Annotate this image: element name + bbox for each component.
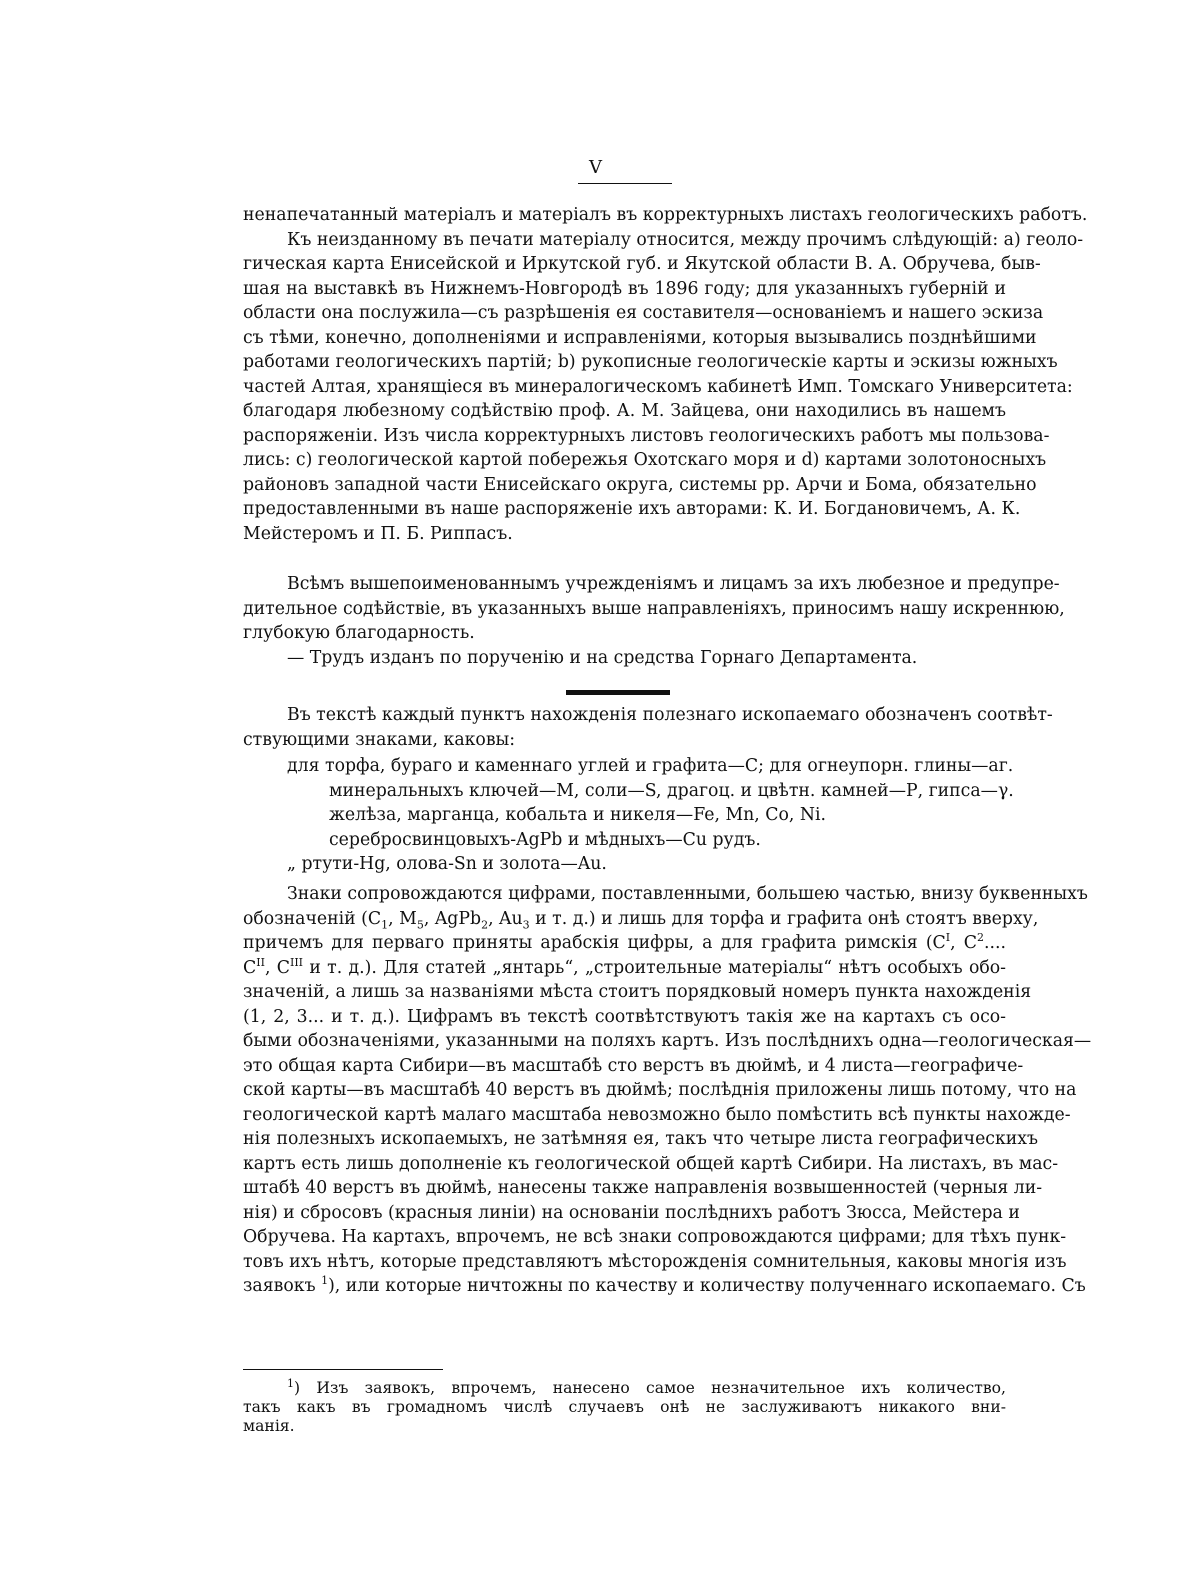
text-line: распоряженіи. Изъ числа корректурныхъ листовъ геологическихъ работъ мы пользова- (243, 425, 1050, 446)
footnote-line: манія. (243, 1417, 295, 1435)
text-line: Къ неизданному въ печати матеріалу относится, между прочимъ слѣдующій: а) геоло- (287, 229, 1084, 250)
publication-note: — Трудъ изданъ по порученію и на средства Горнаго Департамента. (287, 647, 918, 668)
footnote-rule (243, 1369, 443, 1370)
paragraph-thanks (243, 572, 1065, 670)
text-line: области она послужила—съ разрѣшенія ея составителя—основаніемъ и нашего эскиза (243, 303, 1044, 323)
text-line: причемъ для перваго приняты арабскія цифры, а для графита римскія ($C^I$, $C^2$.... (243, 931, 1007, 953)
paragraph-legend-intro (243, 703, 1053, 752)
text-line: (1, 2, 3... и т. д.). Цифрамъ въ текстѣ соотвѣтствуютъ такія же на картахъ съ осо- (243, 1006, 1006, 1027)
text-line: работами геологическихъ партій; b) рукописные геологическіе карты и эскизы южныхъ (243, 352, 1058, 372)
text-line: обозначеній ($C_1$, $M_5$, AgPb$_2$, $Au_3$ и т. д.) и лишь для торфа и графита онѣ стоятъ вверху, (243, 908, 1039, 931)
text-line: товъ ихъ нѣтъ, которые представляютъ мѣсторожденія сомнительныя, каковы многія изъ (243, 1251, 1067, 1272)
paragraph-maps (243, 882, 1092, 1299)
text-line: Знаки сопровождаются цифрами, поставленными, большею частью, внизу буквенныхъ (287, 884, 1088, 904)
text-line: глубокую благодарность. (243, 623, 475, 643)
text-line: значеній, а лишь за названіями мѣста стоитъ порядковый номеръ пункта нахожденія (243, 982, 1032, 1002)
legend-line: минеральныхъ ключей—М, соли—S, драгоц. и цвѣтн. камней—Р, гипса—γ. (329, 780, 1014, 801)
text-line: это общая карта Сибири—въ масштабѣ сто верстъ въ дюймѣ, и 4 листа—географиче- (243, 1055, 1024, 1076)
text-line: лись: с) геологической картой побережья Охотскаго моря и d) картами золотоносныхъ (243, 450, 1047, 470)
text-line: Обручева. На картахъ, впрочемъ, не всѣ знаки сопровождаются цифрами; для тѣхъ пунк- (243, 1227, 1067, 1247)
text-line: $C^{II}$, $C^{III}$ и т. д.). Для статей „янтарь“, „строительные матеріалы“ нѣтъ особыхъ обо- (243, 955, 1006, 978)
footnote (243, 1376, 1006, 1436)
section-separator (566, 690, 670, 695)
text-line: ствующими знаками, каковы: (243, 729, 516, 750)
text-line: Всѣмъ вышепоименованнымъ учрежденіямъ и лицамъ за ихъ любезное и предупре- (287, 574, 1060, 594)
footnote-reference: 1 (321, 1274, 329, 1288)
footnote-line: такъ какъ въ громадномъ числѣ случаевъ онѣ не заслуживаютъ никакого вни- (243, 1398, 1006, 1416)
text-line: заявокъ $^1$), или которые ничтожны по качеству и количеству полученнаго ископаемаго. Съ (243, 1274, 1086, 1296)
page-number: V (589, 157, 602, 178)
text-line: геологической картѣ малаго масштаба невозможно было помѣстить всѣ пункты нахожде- (243, 1104, 1071, 1125)
text-line: гическая карта Енисейской и Иркутской губ. и Якутской области В. А. Обручева, быв- (243, 254, 1041, 274)
text-line: Въ текстѣ каждый пунктъ нахожденія полезнаго ископаемаго обозначенъ соотвѣт- (287, 705, 1053, 725)
text-line: предоставленными въ наше распоряженіе ихъ авторами: К. И. Богдановичемъ, А. К. (243, 499, 1021, 519)
text-line: картъ есть лишь дополненіе къ геологической общей картѣ Сибири. На листахъ, въ мас- (243, 1153, 1059, 1174)
legend-line: для торфа, бураго и каменнаго углей и графита—С; для огнеупорн. глины—аг. (287, 756, 1014, 776)
text-line: нія полезныхъ ископаемыхъ, не затѣмняя ея, такъ что четыре листа географическихъ (243, 1129, 1039, 1149)
text-line: быми обозначеніями, указанными на поляхъ картъ. Изъ послѣднихъ одна—геологическая— (243, 1031, 1092, 1051)
legend-line: желѣза, марганца, кобальта и никеля—Fe, Mn, Co, Ni. (329, 805, 827, 825)
text-line: районовъ западной части Енисейскаго округа, системы рр. Арчи и Бома, обязательно (243, 474, 1037, 495)
legend-line: „ ртути-Hg, олова-Sn и золота—Au. (287, 854, 607, 874)
text-line: штабѣ 40 верстъ въ дюймѣ, нанесены также направленія возвышенностей (черныя ли- (243, 1178, 1043, 1198)
text-line: нія) и сбросовъ (красныя линіи) на основаніи послѣднихъ работъ Зюсса, Мейстера и (243, 1202, 1020, 1223)
footnote-mark: 1 (287, 1376, 294, 1390)
text-line: ненапечатанный матеріалъ и матеріалъ въ корректурныхъ листахъ геологическихъ работъ. (243, 205, 1088, 225)
legend-line: серебросвинцовыхъ-AgPb и мѣдныхъ—Cu рудъ. (329, 829, 761, 850)
text-line: дительное содѣйствіе, въ указанныхъ выше направленіяхъ, приносимъ нашу искреннюю, (243, 598, 1065, 619)
text-line: частей Алтая, хранящіеся въ минералогическомъ кабинетѣ Имп. Томскаго Университета: (243, 376, 1073, 397)
text-line: Мейстеромъ и П. Б. Риппасъ. (243, 523, 513, 544)
text-line: благодаря любезному содѣйствію проф. А. М. Зайцева, они находились въ нашемъ (243, 401, 1006, 421)
symbols-legend (243, 754, 1014, 877)
header-rule (578, 183, 672, 184)
text-line: шая на выставкѣ въ Нижнемъ-Новгородѣ въ 1896 году; для указанныхъ губерній и (243, 278, 1006, 299)
text-line: съ тѣми, конечно, дополненіями и исправленіями, которыя вызывались позднѣйшими (243, 327, 1037, 348)
footnote-line: $^1$) Изъ заявокъ, впрочемъ, нанесено самое незначительное ихъ количество, (287, 1376, 1006, 1397)
text-line: ской карты—въ масштабѣ 40 верстъ въ дюймѣ; послѣднія приложены лишь потому, что на (243, 1080, 1077, 1100)
paragraph-sources (243, 203, 1088, 546)
